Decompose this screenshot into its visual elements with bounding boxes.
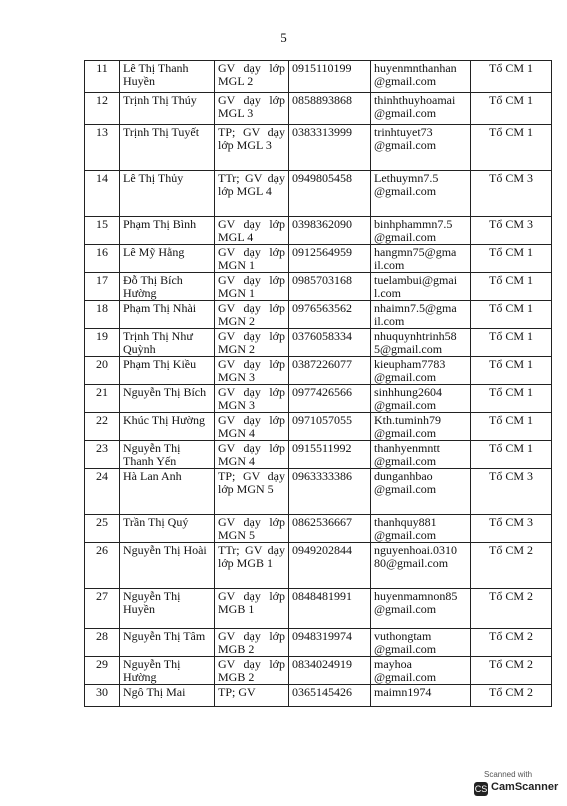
table-row (85, 301, 552, 329)
camscanner-watermark (474, 770, 559, 798)
table-row (85, 245, 552, 273)
row-number: 28 (85, 629, 120, 657)
staff-group: Tổ CM 3 (471, 515, 552, 543)
row-number: 24 (85, 469, 120, 515)
staff-name: Nguyễn Thị Bích (120, 385, 215, 413)
table-row (85, 61, 552, 93)
staff-group: Tổ CM 1 (471, 93, 552, 125)
staff-email: thanhyenmntt @gmail.com (371, 441, 471, 469)
staff-phone: 0376058334 (289, 329, 371, 357)
staff-email: trinhtuyet73 @gmail.com (371, 125, 471, 171)
staff-phone: 0976563562 (289, 301, 371, 329)
staff-name: Trần Thị Quý (120, 515, 215, 543)
staff-name: Phạm Thị Kiều (120, 357, 215, 385)
staff-name: Lê Thị Thủy (120, 171, 215, 217)
table-row (85, 329, 552, 357)
staff-role: GV dạy lớp MGL 3 (215, 93, 289, 125)
staff-phone: 0834024919 (289, 657, 371, 685)
row-number: 18 (85, 301, 120, 329)
staff-phone: 0858893868 (289, 93, 371, 125)
staff-phone: 0949805458 (289, 171, 371, 217)
staff-phone: 0387226077 (289, 357, 371, 385)
row-number: 13 (85, 125, 120, 171)
row-number: 26 (85, 543, 120, 589)
staff-role: GV dạy lớp MGN 2 (215, 329, 289, 357)
staff-email: tuelambui@gmai l.com (371, 273, 471, 301)
table-row (85, 685, 552, 707)
staff-role: GV dạy lớp MGN 3 (215, 385, 289, 413)
staff-name: Hà Lan Anh (120, 469, 215, 515)
row-number: 20 (85, 357, 120, 385)
staff-group: Tổ CM 1 (471, 61, 552, 93)
staff-group: Tổ CM 3 (471, 469, 552, 515)
staff-name: Phạm Thị Bình (120, 217, 215, 245)
staff-name: Nguyễn Thị Hoài (120, 543, 215, 589)
table-row (85, 629, 552, 657)
staff-email: nhaimn7.5@gma il.com (371, 301, 471, 329)
table-row (85, 125, 552, 171)
staff-phone: 0963333386 (289, 469, 371, 515)
table-row (85, 413, 552, 441)
staff-group: Tổ CM 1 (471, 125, 552, 171)
staff-name: Trịnh Thị Thúy (120, 93, 215, 125)
staff-role: GV dạy lớp MGB 1 (215, 589, 289, 629)
staff-role: GV dạy lớp MGN 2 (215, 301, 289, 329)
staff-group: Tổ CM 3 (471, 217, 552, 245)
staff-name: Phạm Thị Nhài (120, 301, 215, 329)
watermark-brand: CamScanner (491, 781, 559, 793)
table-row (85, 93, 552, 125)
staff-email: vuthongtam @gmail.com (371, 629, 471, 657)
staff-phone: 0365145426 (289, 685, 371, 707)
staff-name: Nguyễn Thị Hường (120, 657, 215, 685)
staff-name: Nguyễn Thị Tâm (120, 629, 215, 657)
staff-email: Lethuymn7.5 @gmail.com (371, 171, 471, 217)
staff-group: Tổ CM 2 (471, 589, 552, 629)
page-number: 5 (280, 30, 287, 45)
staff-phone: 0949202844 (289, 543, 371, 589)
staff-group: Tổ CM 1 (471, 245, 552, 273)
staff-phone: 0985703168 (289, 273, 371, 301)
table-row (85, 171, 552, 217)
staff-phone: 0977426566 (289, 385, 371, 413)
table-row (85, 273, 552, 301)
staff-phone: 0971057055 (289, 413, 371, 441)
staff-phone: 0912564959 (289, 245, 371, 273)
staff-group: Tổ CM 2 (471, 657, 552, 685)
staff-role: GV dạy lớp MGN 1 (215, 245, 289, 273)
staff-role: GV dạy lớp MGL 4 (215, 217, 289, 245)
staff-group: Tổ CM 1 (471, 385, 552, 413)
staff-group: Tổ CM 1 (471, 273, 552, 301)
staff-group: Tổ CM 2 (471, 543, 552, 589)
row-number: 21 (85, 385, 120, 413)
staff-role: GV dạy lớp MGB 2 (215, 657, 289, 685)
staff-role: TP; GV dạy lớp MGN 5 (215, 469, 289, 515)
staff-role: GV dạy lớp MGN 1 (215, 273, 289, 301)
staff-name: Trịnh Thị Tuyết (120, 125, 215, 171)
table-row (85, 657, 552, 685)
staff-email: Kth.tuminh79 @gmail.com (371, 413, 471, 441)
staff-role: TTr; GV dạy lớp MGL 4 (215, 171, 289, 217)
camscanner-logo-icon: CS (474, 784, 488, 794)
staff-role: GV dạy lớp MGL 2 (215, 61, 289, 93)
staff-phone: 0862536667 (289, 515, 371, 543)
row-number: 17 (85, 273, 120, 301)
table-row (85, 357, 552, 385)
staff-name: Ngô Thị Mai (120, 685, 215, 707)
staff-group: Tổ CM 1 (471, 413, 552, 441)
staff-role: GV dạy lớp MGN 4 (215, 441, 289, 469)
staff-name: Trịnh Thị Như Quỳnh (120, 329, 215, 357)
staff-role: TTr; GV dạy lớp MGB 1 (215, 543, 289, 589)
table-row (85, 515, 552, 543)
staff-email: nhuquynhtrinh58 5@gmail.com (371, 329, 471, 357)
staff-group: Tổ CM 1 (471, 357, 552, 385)
staff-email: huyenmamnon85 @gmail.com (371, 589, 471, 629)
staff-email: hangmn75@gma il.com (371, 245, 471, 273)
staff-email: sinhhung2604 @gmail.com (371, 385, 471, 413)
staff-email: maimn1974 (371, 685, 471, 707)
staff-role: TP; GV (215, 685, 289, 707)
staff-table-body (85, 61, 552, 707)
staff-email: thanhquy881 @gmail.com (371, 515, 471, 543)
row-number: 16 (85, 245, 120, 273)
staff-name: Lê Thị Thanh Huyền (120, 61, 215, 93)
table-row (85, 543, 552, 589)
table-row (85, 217, 552, 245)
staff-phone: 0915511992 (289, 441, 371, 469)
staff-role: GV dạy lớp MGB 2 (215, 629, 289, 657)
watermark-caption: Scanned with (484, 770, 533, 779)
staff-email: nguyenhoai.0310 80@gmail.com (371, 543, 471, 589)
staff-email: thinhthuyhoamai @gmail.com (371, 93, 471, 125)
staff-group: Tổ CM 3 (471, 171, 552, 217)
row-number: 27 (85, 589, 120, 629)
staff-role: TP; GV dạy lớp MGL 3 (215, 125, 289, 171)
staff-name: Nguyễn Thị Huyền (120, 589, 215, 629)
staff-group: Tổ CM 2 (471, 629, 552, 657)
staff-email: mayhoa @gmail.com (371, 657, 471, 685)
row-number: 22 (85, 413, 120, 441)
staff-name: Đỗ Thị Bích Hường (120, 273, 215, 301)
staff-email: dunganhbao @gmail.com (371, 469, 471, 515)
row-number: 11 (85, 61, 120, 93)
staff-role: GV dạy lớp MGN 3 (215, 357, 289, 385)
row-number: 25 (85, 515, 120, 543)
staff-name: Khúc Thị Hường (120, 413, 215, 441)
table-row (85, 385, 552, 413)
table-row (85, 469, 552, 515)
staff-table (84, 60, 552, 707)
staff-email: huyenmnthanhan @gmail.com (371, 61, 471, 93)
table-row (85, 589, 552, 629)
staff-phone: 0398362090 (289, 217, 371, 245)
row-number: 15 (85, 217, 120, 245)
staff-phone: 0848481991 (289, 589, 371, 629)
staff-group: Tổ CM 1 (471, 301, 552, 329)
row-number: 23 (85, 441, 120, 469)
row-number: 12 (85, 93, 120, 125)
row-number: 19 (85, 329, 120, 357)
staff-role: GV dạy lớp MGN 4 (215, 413, 289, 441)
row-number: 29 (85, 657, 120, 685)
staff-name: Nguyễn Thị Thanh Yến (120, 441, 215, 469)
table-row (85, 441, 552, 469)
staff-email: kieupham7783 @gmail.com (371, 357, 471, 385)
staff-group: Tổ CM 2 (471, 685, 552, 707)
staff-phone: 0948319974 (289, 629, 371, 657)
staff-group: Tổ CM 1 (471, 441, 552, 469)
staff-name: Lê Mỹ Hằng (120, 245, 215, 273)
row-number: 14 (85, 171, 120, 217)
staff-group: Tổ CM 1 (471, 329, 552, 357)
staff-email: binhphammn7.5 @gmail.com (371, 217, 471, 245)
row-number: 30 (85, 685, 120, 707)
staff-phone: 0383313999 (289, 125, 371, 171)
staff-role: GV dạy lớp MGN 5 (215, 515, 289, 543)
staff-phone: 0915110199 (289, 61, 371, 93)
